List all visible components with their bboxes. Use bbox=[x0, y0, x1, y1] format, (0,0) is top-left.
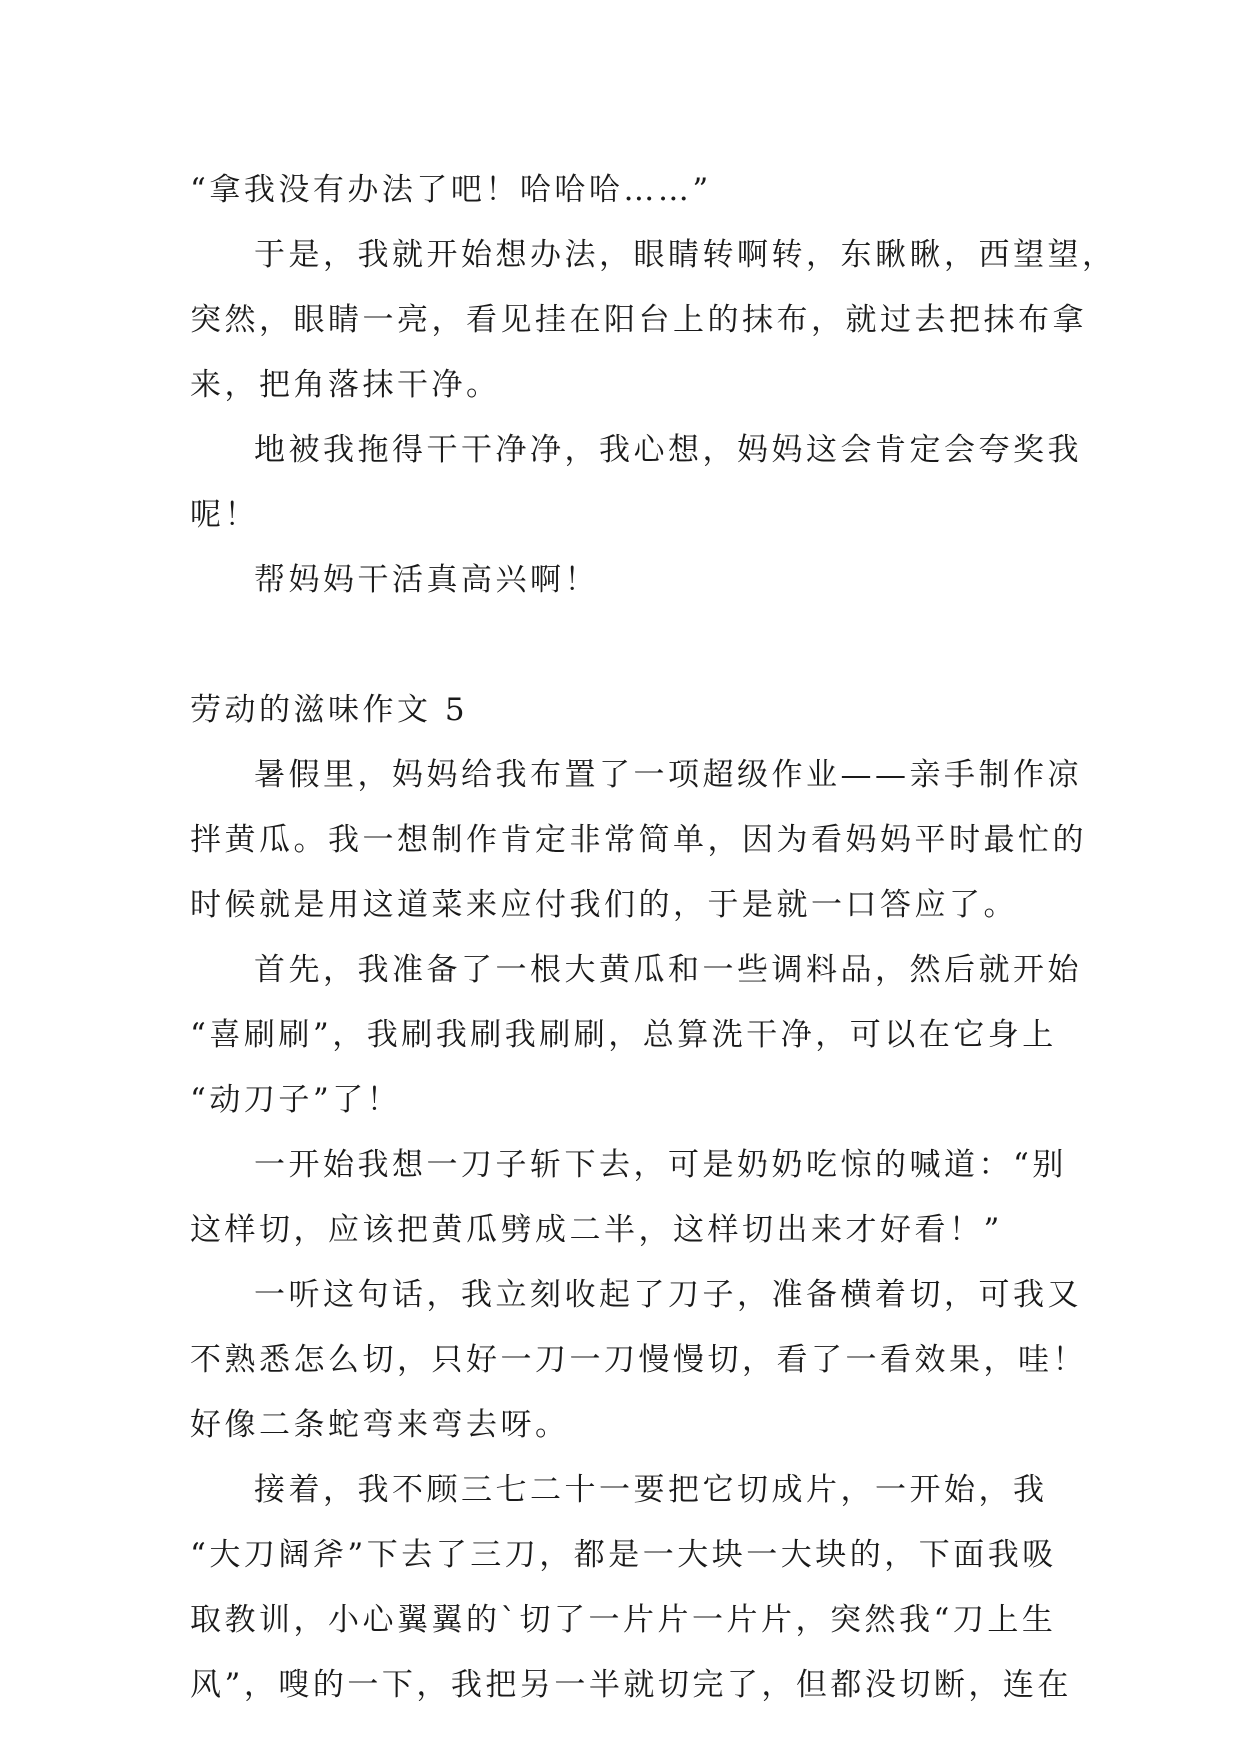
section-gap bbox=[190, 613, 1050, 678]
paragraph-line: “拿我没有办法了吧！哈哈哈……” bbox=[190, 172, 712, 208]
paragraph-line: 接着，我不顾三七二十一要把它切成片，一开始，我 bbox=[254, 1472, 1048, 1508]
paragraph-line: 帮妈妈干活真高兴啊！ bbox=[254, 562, 599, 598]
section-heading: 劳动的滋味作文 5 bbox=[190, 692, 469, 728]
paragraph-line: 一听这句话，我立刻收起了刀子，准备横着切，可我又 bbox=[254, 1277, 1082, 1313]
document-body bbox=[190, 158, 1117, 1718]
paragraph-line: 好像二条蛇弯来弯去呀。 bbox=[190, 1407, 570, 1443]
paragraph-line: 一开始我想一刀子斩下去，可是奶奶吃惊的喊道：“别 bbox=[254, 1147, 1067, 1183]
paragraph-line: 地被我拖得干干净净，我心想，妈妈这会肯定会夸奖我 bbox=[254, 432, 1082, 468]
paragraph-line: 来，把角落抹干净。 bbox=[190, 367, 501, 403]
paragraph-line: “动刀子”了！ bbox=[190, 1082, 402, 1118]
paragraph-line: 时候就是用这道菜来应付我们的，于是就一口答应了。 bbox=[190, 887, 1018, 923]
paragraph-line: 取教训，小心翼翼的`切了一片片一片片，突然我“刀上生 bbox=[190, 1602, 1057, 1638]
paragraph-line: “大刀阔斧”下去了三刀，都是一大块一大块的，下面我吸 bbox=[190, 1537, 1057, 1573]
paragraph-line: 暑假里，妈妈给我布置了一项超级作业——亲手制作凉 bbox=[254, 757, 1082, 793]
paragraph-line: 这样切，应该把黄瓜劈成二半，这样切出来才好看！” bbox=[190, 1212, 1003, 1248]
paragraph-line: 拌黄瓜。我一想制作肯定非常简单，因为看妈妈平时最忙的 bbox=[190, 822, 1087, 858]
paragraph-line: 不熟悉怎么切，只好一刀一刀慢慢切，看了一看效果，哇！ bbox=[190, 1342, 1087, 1378]
paragraph-line: 于是，我就开始想办法，眼睛转啊转，东瞅瞅，西望望， bbox=[254, 237, 1117, 273]
paragraph-line: 突然，眼睛一亮，看见挂在阳台上的抹布，就过去把抹布拿 bbox=[190, 302, 1087, 338]
paragraph-line: 呢！ bbox=[190, 497, 259, 533]
paragraph-line: 首先，我准备了一根大黄瓜和一些调料品，然后就开始 bbox=[254, 952, 1082, 988]
paragraph-line: “喜刷刷”，我刷我刷我刷刷，总算洗干净，可以在它身上 bbox=[190, 1017, 1057, 1053]
paragraph-line: 风”，嗖的一下，我把另一半就切完了，但都没切断，连在 bbox=[190, 1667, 1072, 1703]
